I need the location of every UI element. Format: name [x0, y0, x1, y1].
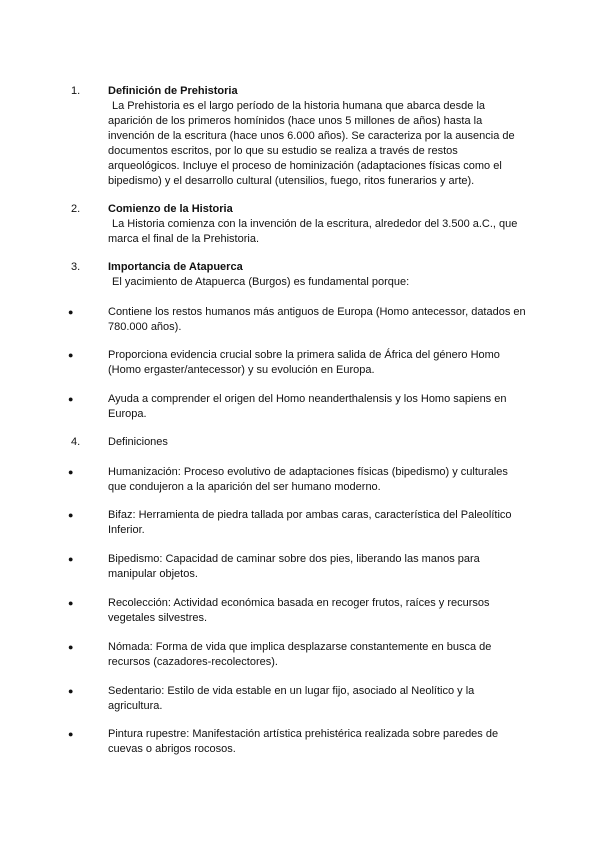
bullet-text: Ayuda a comprender el origen del Homo neanderthalensis y los Homo sapiens en Europa. [108, 393, 507, 420]
definition-text: Humanización: Proceso evolutivo de adaptaciones físicas (bipedismo) y culturales que condujeron a la aparición del ser humano moderno. [108, 466, 508, 493]
section-importancia-atapuerca [71, 260, 528, 290]
bullet-icon: ● [68, 510, 74, 520]
bullet-icon: ● [68, 598, 74, 608]
definition-text: Pintura rupestre: Manifestación artística prehistérica realizada sobre paredes de cuevas o abrigos rocosos. [108, 728, 499, 755]
definition-text: Nómada: Forma de vida que implica desplazarse constantemente en busca de recursos (cazadores-recolectores). [108, 641, 492, 668]
bullet-icon: ● [68, 394, 74, 404]
section-comienzo-historia [71, 202, 528, 247]
list-item [68, 727, 528, 757]
list-item [68, 392, 528, 422]
definition-text: Bifaz: Herramienta de piedra tallada por ambas caras, característica del Paleolítico Inferior. [108, 509, 512, 536]
section-heading: Importancia de Atapuerca [108, 261, 243, 273]
list-item [68, 596, 528, 626]
definition-text: Recolección: Actividad económica basada en recoger frutos, raíces y recursos vegetales silvestres. [108, 597, 490, 624]
bullet-text: Contiene los restos humanos más antiguos de Europa (Homo antecessor, datados en 780.000 años). [108, 306, 526, 333]
list-item [68, 508, 528, 538]
section-heading: Definición de Prehistoria [108, 85, 238, 97]
bullet-icon: ● [68, 554, 74, 564]
section-number: 3. [71, 261, 81, 273]
section-definicion-prehistoria [71, 84, 528, 189]
section-number: 2. [71, 203, 81, 215]
bullet-text: Proporciona evidencia crucial sobre la primera salida de África del género Homo (Homo ergaster/antecessor) y su evolución en Europa. [108, 349, 500, 376]
list-item [68, 348, 528, 378]
bullet-icon: ● [68, 729, 74, 739]
bullet-icon: ● [68, 350, 74, 360]
list-item [68, 640, 528, 670]
list-item [68, 305, 528, 335]
list-item [68, 552, 528, 582]
section-number: 1. [71, 85, 81, 97]
section-heading: Comienzo de la Historia [108, 203, 233, 215]
bullet-icon: ● [68, 467, 74, 477]
list-item [68, 684, 528, 714]
section-text: La Historia comienza con la invención de la escritura, alrededor del 3.500 a.C., que marca el final de la Prehistoria. [108, 218, 518, 245]
section-definiciones [71, 435, 528, 450]
bullet-icon: ● [68, 307, 74, 317]
definition-text: Sedentario: Estilo de vida estable en un lugar fijo, asociado al Neolítico y la agricultura. [108, 685, 475, 712]
bullet-icon: ● [68, 642, 74, 652]
list-item [68, 465, 528, 495]
bullet-icon: ● [68, 686, 74, 696]
definition-text: Bipedismo: Capacidad de caminar sobre dos pies, liberando las manos para manipular objetos. [108, 553, 480, 580]
section-text: La Prehistoria es el largo período de la historia humana que abarca desde la aparición de los primeros homínidos (hace unos 5 millones de años) hasta la invención de la escritura (hace unos 6.000 años). Se caracteriza por la ausencia de documentos escritos, por lo que su estudio se realiza a través de restos arqueológicos. Incluye el proceso de hominización (adaptaciones físicas como el bipedismo) y el desarrollo cultural (utensilios, fuego, ritos funerarios y arte). [108, 100, 515, 187]
section-text: El yacimiento de Atapuerca (Burgos) es fundamental porque: [112, 276, 410, 288]
section-heading: Definiciones [108, 436, 168, 448]
section-number: 4. [71, 436, 81, 448]
